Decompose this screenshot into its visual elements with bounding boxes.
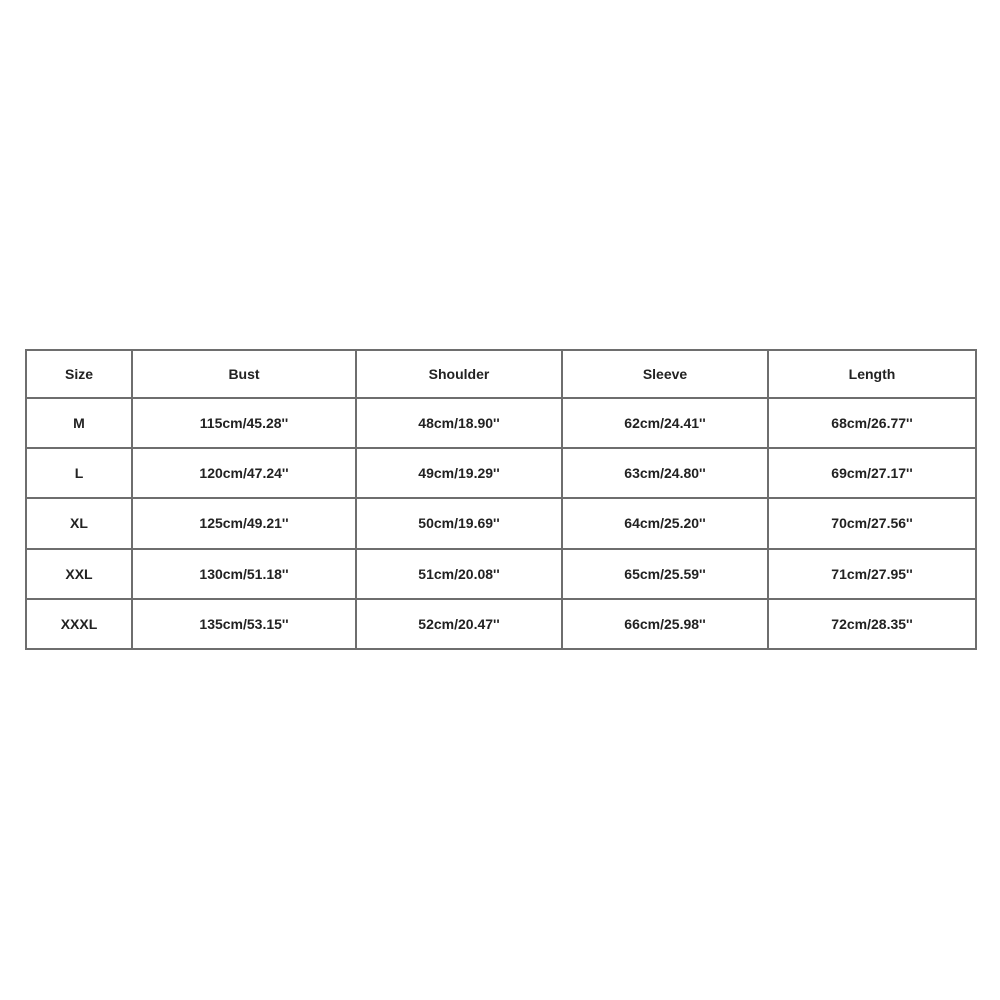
cell-sleeve: 62cm/24.41'' xyxy=(562,398,768,448)
cell-shoulder: 50cm/19.69'' xyxy=(356,498,562,548)
cell-length: 68cm/26.77'' xyxy=(768,398,976,448)
cell-bust: 115cm/45.28'' xyxy=(132,398,356,448)
header-length: Length xyxy=(768,350,976,398)
header-size: Size xyxy=(26,350,132,398)
cell-shoulder: 49cm/19.29'' xyxy=(356,448,562,498)
cell-sleeve: 65cm/25.59'' xyxy=(562,549,768,599)
size-chart-table xyxy=(25,349,977,650)
cell-bust: 130cm/51.18'' xyxy=(132,549,356,599)
cell-length: 69cm/27.17'' xyxy=(768,448,976,498)
header-shoulder: Shoulder xyxy=(356,350,562,398)
table-header-row xyxy=(26,350,976,398)
cell-bust: 120cm/47.24'' xyxy=(132,448,356,498)
cell-size: XL xyxy=(26,498,132,548)
table-row xyxy=(26,398,976,448)
cell-sleeve: 64cm/25.20'' xyxy=(562,498,768,548)
cell-length: 71cm/27.95'' xyxy=(768,549,976,599)
cell-shoulder: 52cm/20.47'' xyxy=(356,599,562,649)
cell-sleeve: 63cm/24.80'' xyxy=(562,448,768,498)
cell-bust: 135cm/53.15'' xyxy=(132,599,356,649)
header-bust: Bust xyxy=(132,350,356,398)
cell-sleeve: 66cm/25.98'' xyxy=(562,599,768,649)
cell-size: XXL xyxy=(26,549,132,599)
table-row xyxy=(26,549,976,599)
cell-length: 70cm/27.56'' xyxy=(768,498,976,548)
table-row xyxy=(26,599,976,649)
cell-bust: 125cm/49.21'' xyxy=(132,498,356,548)
table-row xyxy=(26,498,976,548)
header-sleeve: Sleeve xyxy=(562,350,768,398)
cell-shoulder: 51cm/20.08'' xyxy=(356,549,562,599)
table-row xyxy=(26,448,976,498)
cell-size: XXXL xyxy=(26,599,132,649)
cell-size: M xyxy=(26,398,132,448)
cell-size: L xyxy=(26,448,132,498)
cell-shoulder: 48cm/18.90'' xyxy=(356,398,562,448)
cell-length: 72cm/28.35'' xyxy=(768,599,976,649)
